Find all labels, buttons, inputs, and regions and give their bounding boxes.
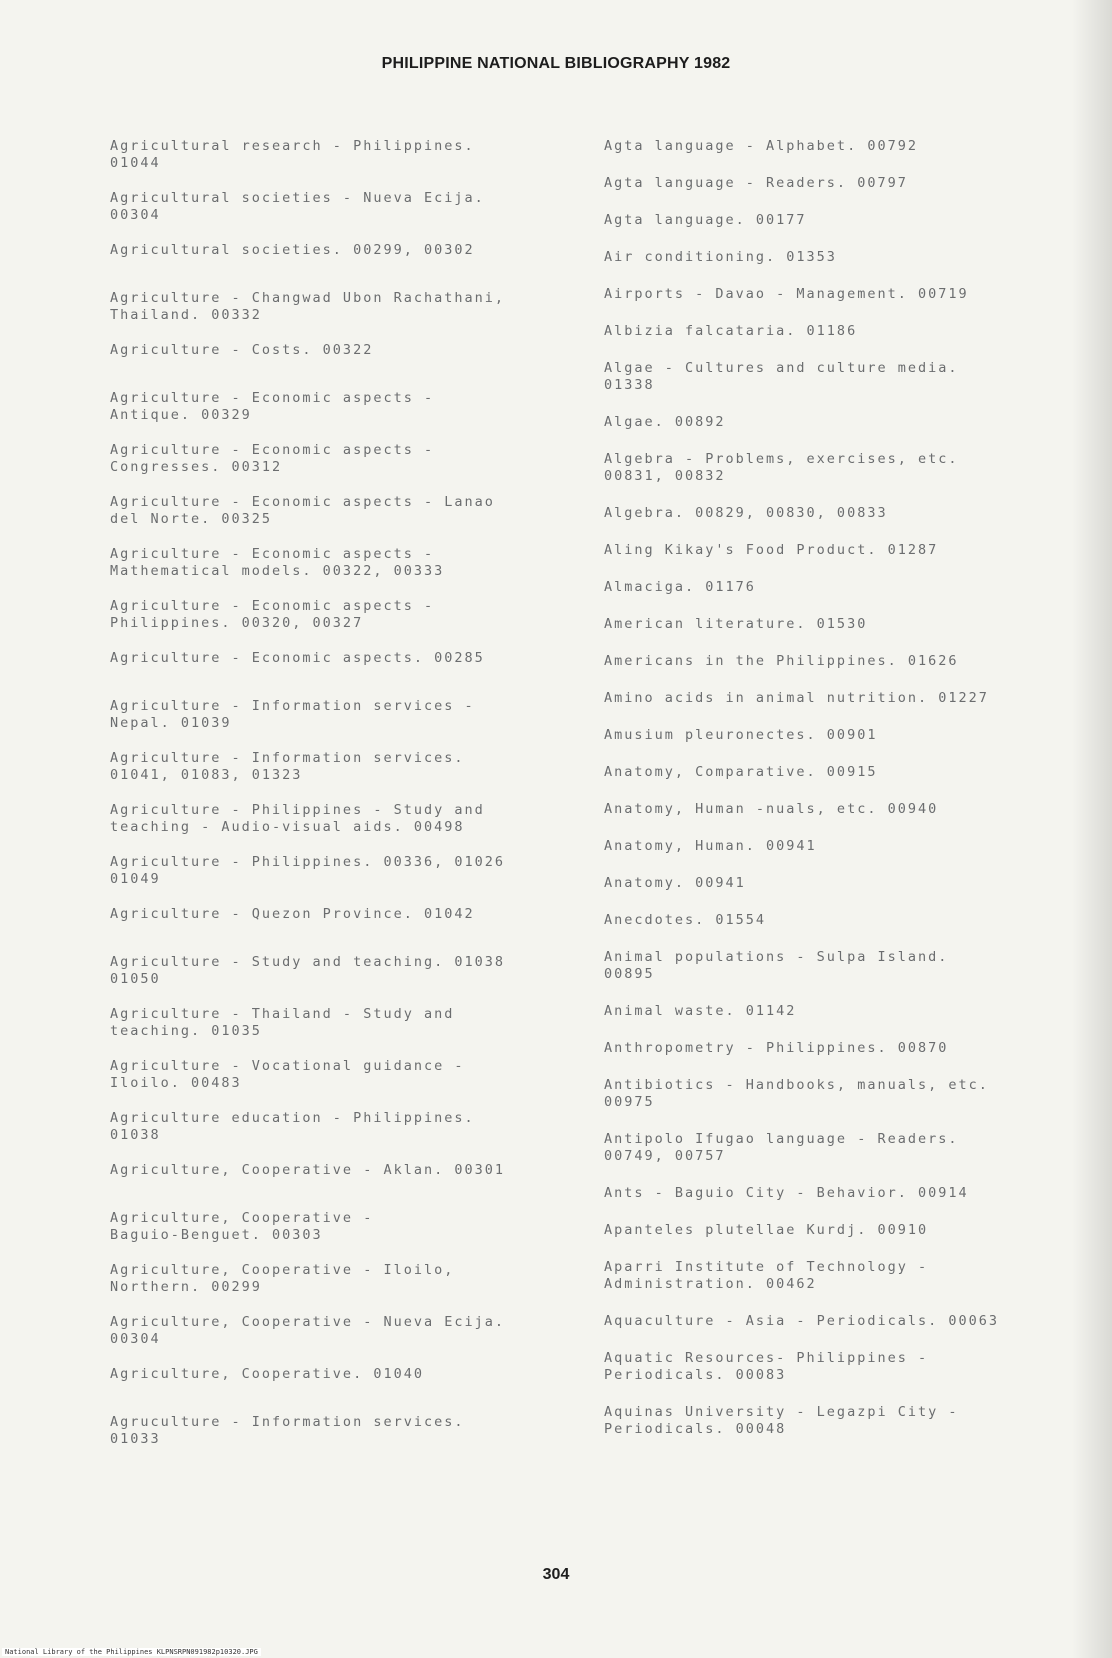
index-entry: Agriculture - Changwad Ubon Rachathani, Thailand. 00332 bbox=[110, 290, 505, 323]
index-entry: Agriculture, Cooperative. 01040 bbox=[110, 1366, 424, 1382]
page-number: 304 bbox=[542, 1566, 570, 1583]
index-entry: Agriculture - Information services - Nepal. 01039 bbox=[110, 698, 475, 731]
index-entry: Agta language - Alphabet. 00792 bbox=[604, 138, 918, 154]
index-entry: Agriculture, Cooperative - Baguio-Benguet. 00303 bbox=[110, 1210, 374, 1243]
index-entry: Agriculture - Economic aspects - Lanao del Norte. 00325 bbox=[110, 494, 495, 527]
index-entry: Agriculture - Costs. 00322 bbox=[110, 342, 374, 358]
index-entry: Airports - Davao - Management. 00719 bbox=[604, 286, 969, 302]
index-entry: Agriculture - Thailand - Study and teaching. 01035 bbox=[110, 1006, 455, 1039]
index-entry: Agriculture, Cooperative - Iloilo, Northern. 00299 bbox=[110, 1262, 455, 1295]
index-entry: Aling Kikay's Food Product. 01287 bbox=[604, 542, 939, 558]
page-title: PHILIPPINE NATIONAL BIBLIOGRAPHY 1982 bbox=[381, 55, 731, 72]
index-entry: Agriculture education - Philippines. 01038 bbox=[110, 1110, 475, 1143]
index-entry: Antibiotics - Handbooks, manuals, etc. 00975 bbox=[604, 1077, 989, 1110]
index-entry: Apanteles plutellae Kurdj. 00910 bbox=[604, 1222, 929, 1238]
index-entry: Amino acids in animal nutrition. 01227 bbox=[604, 690, 989, 706]
index-entry: American literature. 01530 bbox=[604, 616, 868, 632]
index-entry: Almaciga. 01176 bbox=[604, 579, 756, 595]
index-entry: Agriculture - Quezon Province. 01042 bbox=[110, 906, 475, 922]
index-entry: Aquinas University - Legazpi City - Periodicals. 00048 bbox=[604, 1404, 959, 1437]
index-entry: Animal populations - Sulpa Island. 00895 bbox=[604, 949, 949, 982]
index-entry: Agta language - Readers. 00797 bbox=[604, 175, 908, 191]
index-entry: Agricultural societies. 00299, 00302 bbox=[110, 242, 475, 258]
index-entry: Agriculture - Vocational guidance - Iloilo. 00483 bbox=[110, 1058, 465, 1091]
index-entry: Amusium pleuronectes. 00901 bbox=[604, 727, 878, 743]
index-entry: Animal waste. 01142 bbox=[604, 1003, 797, 1019]
index-entry: Anecdotes. 01554 bbox=[604, 912, 767, 928]
index-entry: Agta language. 00177 bbox=[604, 212, 807, 228]
index-entry: Antipolo Ifugao language - Readers. 00749, 00757 bbox=[604, 1131, 959, 1164]
right-index-column bbox=[604, 138, 1044, 1458]
index-entry: Aparri Institute of Technology - Administration. 00462 bbox=[604, 1259, 929, 1292]
index-entry: Algae. 00892 bbox=[604, 414, 726, 430]
index-entry: Albizia falcataria. 01186 bbox=[604, 323, 858, 339]
page-edge-shadow bbox=[1072, 0, 1112, 1658]
index-entry: Aquaculture - Asia - Periodicals. 00063 bbox=[604, 1313, 999, 1329]
index-entry: Agruculture - Information services. 01033 bbox=[110, 1414, 465, 1447]
index-entry: Agriculture - Philippines - Study and teaching - Audio-visual aids. 00498 bbox=[110, 802, 485, 835]
index-entry: Anatomy. 00941 bbox=[604, 875, 746, 891]
index-entry: Agriculture - Economic aspects. 00285 bbox=[110, 650, 485, 666]
index-entry: Agriculture, Cooperative - Aklan. 00301 bbox=[110, 1162, 505, 1178]
scan-credit: National Library of the Philippines KLPNSRPN091982p10320.JPG bbox=[2, 1648, 261, 1656]
index-entry: Agriculture - Philippines. 00336, 01026 01049 bbox=[110, 854, 505, 887]
index-entry: Agriculture - Economic aspects - Philippines. 00320, 00327 bbox=[110, 598, 435, 631]
index-entry: Agricultural societies - Nueva Ecija. 00304 bbox=[110, 190, 485, 223]
index-entry: Agriculture - Economic aspects - Congresses. 00312 bbox=[110, 442, 435, 475]
index-entry: Americans in the Philippines. 01626 bbox=[604, 653, 959, 669]
index-entry: Algebra. 00829, 00830, 00833 bbox=[604, 505, 888, 521]
index-entry: Air conditioning. 01353 bbox=[604, 249, 837, 265]
index-entry: Agriculture - Information services. 01041, 01083, 01323 bbox=[110, 750, 465, 783]
index-entry: Algae - Cultures and culture media. 01338 bbox=[604, 360, 959, 393]
index-entry: Agriculture - Economic aspects - Antique. 00329 bbox=[110, 390, 435, 423]
index-entry: Agriculture - Economic aspects - Mathematical models. 00322, 00333 bbox=[110, 546, 445, 579]
index-entry: Agriculture, Cooperative - Nueva Ecija. 00304 bbox=[110, 1314, 505, 1347]
index-entry: Algebra - Problems, exercises, etc. 00831, 00832 bbox=[604, 451, 959, 484]
index-entry: Anthropometry - Philippines. 00870 bbox=[604, 1040, 949, 1056]
index-entry: Ants - Baguio City - Behavior. 00914 bbox=[604, 1185, 969, 1201]
index-entry: Aquatic Resources- Philippines - Periodicals. 00083 bbox=[604, 1350, 929, 1383]
index-entry: Agriculture - Study and teaching. 01038 01050 bbox=[110, 954, 505, 987]
left-index-column bbox=[110, 138, 570, 1466]
index-entry: Agricultural research - Philippines. 01044 bbox=[110, 138, 475, 171]
index-entry: Anatomy, Human -nuals, etc. 00940 bbox=[604, 801, 939, 817]
index-entry: Anatomy, Comparative. 00915 bbox=[604, 764, 878, 780]
index-entry: Anatomy, Human. 00941 bbox=[604, 838, 817, 854]
